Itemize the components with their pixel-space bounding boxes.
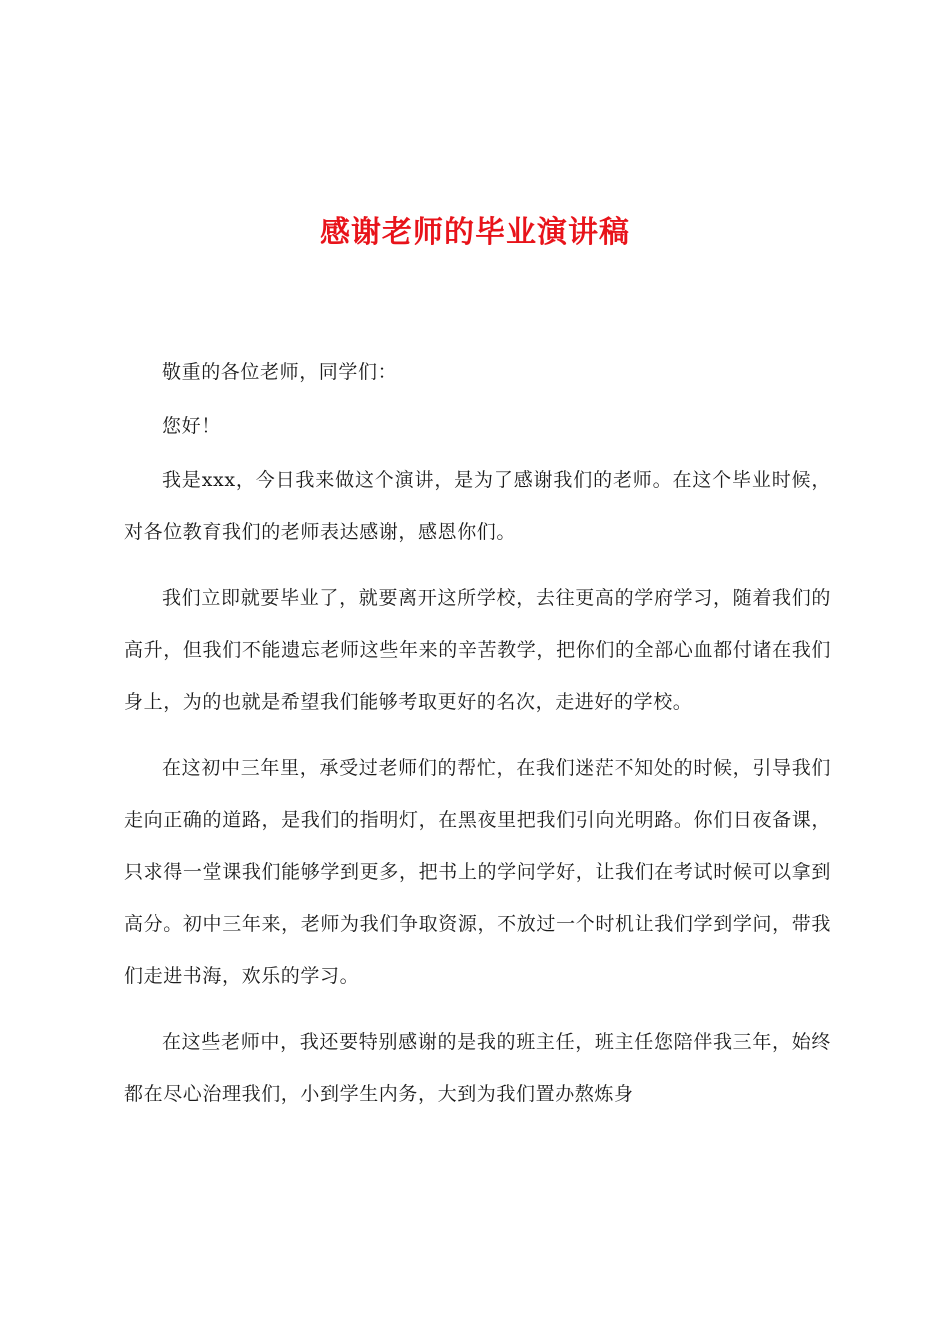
document-title: 感谢老师的毕业演讲稿: [320, 215, 630, 250]
paragraph-head-teacher: 在这些老师中，我还要特别感谢的是我的班主任，班主任您陪伴我三年，始终都在尽心治理我们，小到学生内务，大到为我们置办熬炼身: [124, 1031, 831, 1105]
paragraph-introduction: 我是xxx，今日我来做这个演讲，是为了感谢我们的老师。在这个毕业时候，对各位教育我们的老师表达感谢，感恩你们。: [124, 469, 831, 543]
document-body: [124, 346, 831, 1134]
greeting: 您好！: [162, 415, 221, 437]
paragraph-graduation: 我们立即就要毕业了，就要离开这所学校，去往更高的学府学习，随着我们的高升，但我们不能遗忘老师这些年来的辛苦教学，把你们的全部心血都付诸在我们身上，为的也就是希望我们能够考取更好的名次，走进好的学校。: [124, 587, 831, 713]
salutation: 敬重的各位老师，同学们：: [162, 361, 398, 383]
paragraph-three-years: 在这初中三年里，承受过老师们的帮忙，在我们迷茫不知处的时候，引导我们走向正确的道路，是我们的指明灯，在黑夜里把我们引向光明路。你们日夜备课，只求得一堂课我们能够学到更多，把书上的学问学好，让我们在考试时候可以拿到高分。初中三年来，老师为我们争取资源，不放过一个时机让我们学到学问，带我们走进书海，欢乐的学习。: [124, 757, 831, 987]
